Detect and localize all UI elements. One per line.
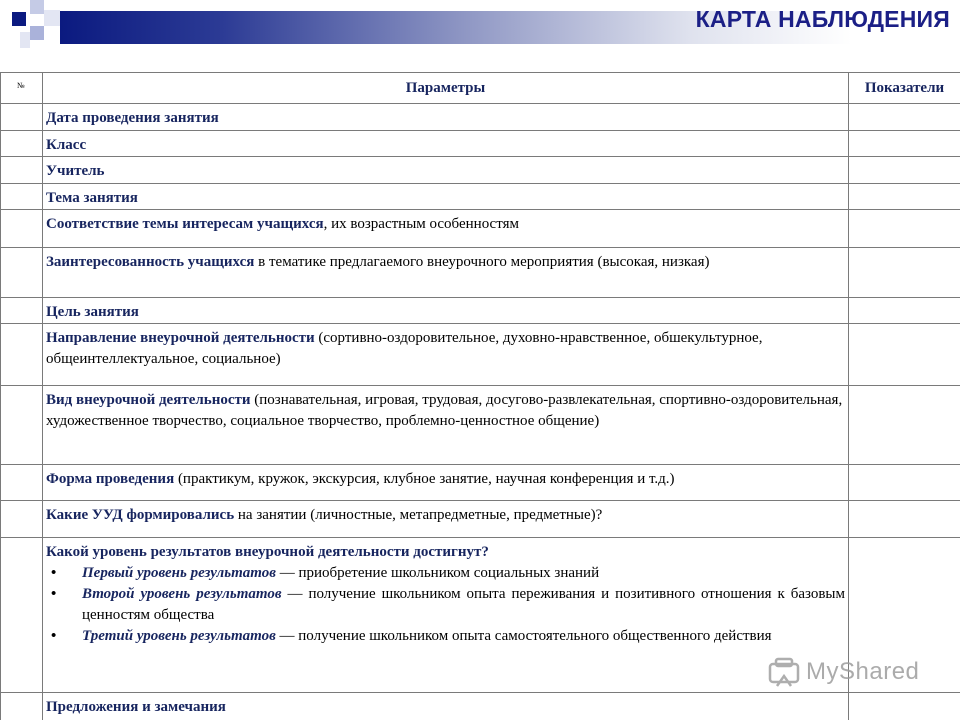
- indicator-cell[interactable]: [849, 184, 960, 210]
- decor-square: [44, 10, 60, 26]
- indicator-cell[interactable]: [849, 104, 960, 131]
- slide-header: [0, 0, 960, 58]
- param-cell: Дата проведения занятия: [43, 104, 849, 131]
- table-row: [1, 131, 960, 157]
- number-cell: [1, 210, 43, 248]
- param-cell: Тема занятия: [43, 184, 849, 210]
- param-cell: Форма проведения (практикум, кружок, экскурсия, клубное занятие, научная конференция и т.д.): [43, 465, 849, 501]
- column-header-params: Параметры: [43, 73, 849, 104]
- table-row: [1, 184, 960, 210]
- indicator-cell[interactable]: [849, 693, 960, 720]
- watermark-text: MyShared: [806, 658, 920, 685]
- param-cell: Соответствие темы интересам учащихся, их возрастным особенностям: [43, 210, 849, 248]
- param-cell: [43, 538, 849, 693]
- indicator-cell[interactable]: [849, 157, 960, 184]
- table-row: [1, 298, 960, 324]
- table-row: [1, 157, 960, 184]
- param-cell: Вид внеурочной деятельности (познавательная, игровая, трудовая, досугово-развлекательная, спортивно-оздоровительная, художественное творчество, социальное творчество, проблемно-ценностное общение): [43, 386, 849, 465]
- number-cell: [1, 248, 43, 298]
- indicator-cell[interactable]: [849, 131, 960, 157]
- table-row: [1, 324, 960, 386]
- decor-square: [30, 26, 44, 40]
- indicator-cell[interactable]: [849, 298, 960, 324]
- decor-square: [30, 0, 44, 14]
- table-row: [1, 501, 960, 538]
- table-row: [1, 693, 960, 720]
- list-item: • Второй уровень результатов — получение школьником опыта переживания и позитивного отношения к базовым ценностям общества: [46, 584, 845, 626]
- indicator-cell[interactable]: [849, 248, 960, 298]
- number-cell: [1, 693, 43, 720]
- number-cell: [1, 157, 43, 184]
- watermark: [768, 656, 928, 692]
- table-header-row: [1, 73, 960, 104]
- watermark-logo-icon: [768, 656, 800, 688]
- param-cell: Направление внеурочной деятельности (сортивно-оздоровительное, духовно-нравственное, обшекультурное, общеинтеллектуальное, социальное): [43, 324, 849, 386]
- param-cell: Учитель: [43, 157, 849, 184]
- number-cell: [1, 184, 43, 210]
- indicator-cell[interactable]: [849, 386, 960, 465]
- list-item: • Третий уровень результатов — получение школьником опыта самостоятельного общественного действия: [46, 626, 845, 647]
- column-header-indicators: Показатели: [849, 73, 960, 104]
- number-cell: [1, 538, 43, 693]
- list-item: • Первый уровень результатов — приобретение школьником социальных знаний: [46, 563, 845, 584]
- indicator-cell[interactable]: [849, 210, 960, 248]
- number-cell: [1, 131, 43, 157]
- number-cell: [1, 104, 43, 131]
- table-row: [1, 386, 960, 465]
- decor-square: [12, 12, 26, 26]
- number-cell: [1, 386, 43, 465]
- param-cell: Предложения и замечания: [43, 693, 849, 720]
- levels-question: Какой уровень результатов внеурочной деятельности достигнут?: [46, 544, 489, 560]
- decor-square: [20, 32, 30, 48]
- indicator-cell[interactable]: [849, 324, 960, 386]
- levels-list: [46, 563, 845, 647]
- table-row: [1, 465, 960, 501]
- table-row: [1, 248, 960, 298]
- param-cell: Какие УУД формировались на занятии (личностные, метапредметные, предметные)?: [43, 501, 849, 538]
- number-cell: [1, 324, 43, 386]
- param-cell: Заинтересованность учащихся в тематике предлагаемого внеурочного мероприятия (высокая, низкая): [43, 248, 849, 298]
- observation-table: [0, 72, 960, 720]
- table-row: [1, 104, 960, 131]
- number-cell: [1, 298, 43, 324]
- table-row: [1, 210, 960, 248]
- param-cell: Класс: [43, 131, 849, 157]
- param-cell: Цель занятия: [43, 298, 849, 324]
- indicator-cell[interactable]: [849, 465, 960, 501]
- number-cell: [1, 501, 43, 538]
- page-title: КАРТА НАБЛЮДЕНИЯ: [695, 6, 950, 32]
- column-header-number: №: [1, 73, 43, 104]
- indicator-cell[interactable]: [849, 501, 960, 538]
- number-cell: [1, 465, 43, 501]
